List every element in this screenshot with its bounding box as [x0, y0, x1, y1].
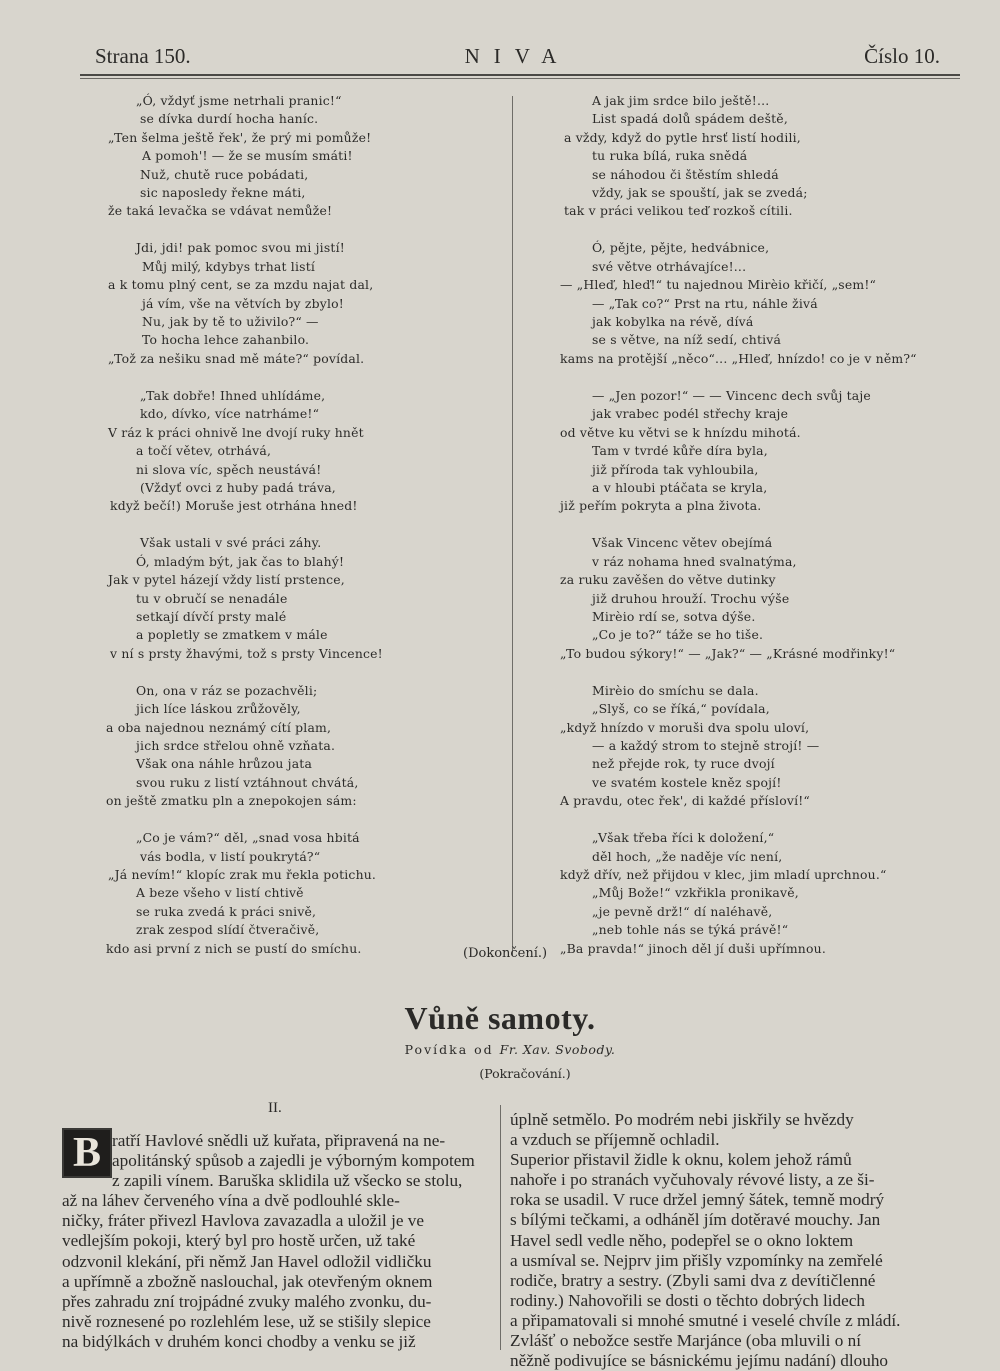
story-line: a připamatovali si mnohé smutné i veselé chvíle z mládí.: [510, 1310, 901, 1330]
poem-stanza: [560, 534, 980, 663]
story-line: nahoře i po stranách vyčuhovaly révové listy, a ze ši-: [510, 1170, 875, 1190]
story-subtitle: [380, 1042, 640, 1057]
poem-line: své větve otrhávajíce!...: [592, 258, 747, 274]
story-line: ratří Havlové snědli už kuřata, připravená na ne-: [112, 1131, 446, 1150]
poem-line: „Tak dobře! Ihned uhlídáme,: [140, 387, 326, 403]
poem-end-note: (Dokončení.): [463, 946, 548, 961]
poem-column-right: [560, 92, 980, 977]
poem-line: se dívka durdí hocha haníc.: [140, 111, 319, 127]
poem-line: A pomoh'! — že se musím smáti!: [142, 148, 353, 164]
poem-line: — „Hleď, hleď!“ tu najednou Mirèio křičí, „sem!“: [560, 277, 877, 293]
poem-stanza: [104, 534, 504, 663]
story-line: apolitánský spůsob a zajedli je výborným kompotem: [112, 1151, 475, 1171]
poem-line: Mirèio rdí se, sotva dýše.: [592, 608, 756, 624]
story-column-left: [62, 1131, 492, 1352]
poem-line: kdo, dívko, více natrháme!“: [140, 406, 320, 422]
page-header: [95, 44, 940, 72]
poem-line: on ještě zmatku pln a znepokojen sám:: [106, 793, 357, 809]
poem-line: než přejde rok, ty ruce dvojí: [592, 756, 775, 772]
poem-stanza: [104, 682, 504, 811]
poem-line: již druhou hrouží. Trochu výše: [592, 590, 790, 606]
poem-line: za ruku zavěšen do větve dutinky: [560, 572, 776, 588]
poem-line: — „Tak co?“ Prst na rtu, náhle živá: [592, 295, 818, 311]
header-rule-thin: [80, 78, 960, 79]
poem-line: Nuž, chutě ruce pobádati,: [140, 166, 309, 182]
issue-number: Číslo 10.: [864, 44, 940, 68]
poem-line: a k tomu plný cent, se za mzdu najat dal,: [108, 277, 374, 293]
poem-line: „neb tohle nás se týká právě!“: [592, 922, 789, 938]
poem-line: Však ustali v své práci záhy.: [140, 535, 322, 551]
dropcap-initial: B: [62, 1128, 112, 1178]
poem-line: tu ruka bílá, ruka snědá: [592, 148, 748, 164]
story-column-divider: [500, 1105, 501, 1350]
poem-stanza: [104, 387, 504, 516]
poem-line: sic naposledy řekne máti,: [140, 185, 306, 201]
poem-line: se s větve, na níž sedí, chtivá: [592, 332, 782, 348]
poem-stanza: [560, 239, 980, 368]
poem-line: v ní s prsty žhavými, tož s prsty Vincence!: [110, 645, 383, 661]
poem-line: zrak zespod slídí čtveračivě,: [136, 922, 320, 938]
poem-column-left: [104, 92, 504, 977]
story-line: odzvonil klekání, při němž Jan Havel odložil vidličku: [62, 1251, 432, 1271]
poem-line: „Co je to?“ táže se ho tiše.: [592, 627, 764, 643]
story-line: ničky, fráter přivezl Havlova zavazadla a uložil je ve: [62, 1211, 425, 1231]
poem-line: „To budou sýkory!“ — „Jak?“ — „Krásné modřinky!“: [560, 645, 896, 661]
poem-line: již příroda tak vyhloubila,: [592, 461, 759, 477]
poem-line: děl hoch, „že naděje víc není,: [592, 848, 783, 864]
chapter-number: II.: [268, 1100, 282, 1116]
poem-line: „Ten šelma ještě řek', že prý mi pomůže!: [108, 129, 372, 145]
story-line: Zvlášť o nebožce sestře Marjánce (oba mluvili o ní: [510, 1331, 861, 1351]
story-line: a vzduch se příjemně ochladil.: [510, 1130, 720, 1150]
poem-line: se ruka zvedá k práci snivě,: [136, 903, 317, 919]
story-line: a upřímně a zbožně naslouchal, jak otevřeným oknem: [62, 1271, 433, 1291]
poem-line: V ráz k práci ohnivě lne dvojí ruky hnět: [108, 424, 364, 440]
poem-line: Jak v pytel házejí vždy listí prstence,: [108, 572, 345, 588]
story-line: roka se usadil. V ruce držel jemný šátek, temně modrý: [510, 1190, 885, 1210]
poem-line: Však Vincenc větev obejímá: [592, 535, 773, 551]
story-line: a usmíval se. Nejprv jim přišly vzpomínky na zemřelé: [510, 1250, 883, 1270]
story-line: rodiče, bratry a sestry. (Zbyli sami dva z devítičlenné: [510, 1270, 876, 1290]
poem-line: jak vrabec podél střechy kraje: [592, 406, 789, 422]
poem-line: tak v práci velikou teď rozkoš cítili.: [564, 203, 793, 219]
poem-line: „Ba pravda!“ jinoch děl jí duši upřímnou.: [560, 940, 826, 956]
poem-line: Jdi, jdi! pak pomoc svou mi jistí!: [136, 240, 345, 256]
poem-line: To hocha lehce zahanbilo.: [142, 332, 310, 348]
story-line: přes zahradu zní trojpádné zvuky malého zvonku, du-: [62, 1291, 432, 1311]
story-line: vedlejším pokoji, který byl pro hostě určen, už také: [62, 1231, 416, 1251]
poem-line: Ó, mladým být, jak čas to blahý!: [136, 553, 345, 569]
poem-line: — a každý strom to stejně strojí! —: [592, 737, 820, 753]
poem-line: „je pevně drž!“ dí naléhavě,: [592, 903, 773, 919]
poem-line: vás bodla, v listí poukrytá?“: [140, 848, 321, 864]
story-column-right: [510, 1110, 948, 1371]
poem-line: od větve ku větvi se k hnízdu mihotá.: [560, 424, 801, 440]
story-line: rodiny.) Nahovořili se dosti o těchto dobrých lidech: [510, 1290, 865, 1310]
poem-line: „Můj Bože!“ vzkřikla pronikavě,: [592, 885, 799, 901]
poem-line: A pravdu, otec řek', di každé přísloví!“: [560, 793, 810, 809]
poem-line: „Slyš, co se říká,“ povídala,: [592, 701, 770, 717]
poem-line: On, ona v ráz se pozachvěli;: [136, 682, 318, 698]
story-line: úplně setmělo. Po modrém nebi jiskřily se hvězdy: [510, 1110, 854, 1129]
poem-line: Nu, jak by tě to uživilo?“ —: [142, 314, 319, 330]
poem-line: a točí větev, otrhává,: [136, 443, 272, 459]
poem-stanza: [560, 682, 980, 811]
story-line: na bidýlkách v druhém konci chodby a venku se již: [62, 1331, 416, 1351]
poem-line: Tam v tvrdé kůře díra byla,: [592, 443, 768, 459]
poem-line: „Co je vám?“ děl, „snad vosa hbitá: [136, 830, 360, 846]
story-line: s bílými tečkami, a odháněl jím dotěravé mouchy. Jan: [510, 1210, 881, 1230]
poem-line: když dřív, než přijdou v klec, jim mladí uprchnou.“: [560, 867, 887, 882]
poem-line: a oba najednou neznámý cítí plam,: [106, 719, 332, 735]
poem-stanza: [560, 829, 980, 958]
poem-line: jich líce láskou zrůžověly,: [136, 701, 301, 717]
poem-line: v ráz nohama hned svalnatýma,: [592, 553, 797, 569]
poem-line: setkají dívčí prsty malé: [136, 608, 287, 624]
poem-line: ni slova víc, spěch neustává!: [136, 461, 322, 477]
story-continued: (Pokračování.): [479, 1066, 571, 1081]
story-title: Vůně samoty.: [404, 1000, 596, 1036]
header-rule: [80, 74, 960, 76]
poem-stanza: [560, 387, 980, 516]
poem-line: již peřím pokryta a plna života.: [560, 498, 762, 514]
poem-line: se náhodou či štěstím shledá: [592, 166, 779, 182]
poem-line: „Ó, vždyť jsme netrhali pranic!“: [136, 93, 342, 108]
story-line: Superior přistavil židle k oknu, kolem jehož rámů: [510, 1150, 852, 1170]
poem-line: ve svatém kostele kněz spojí!: [592, 774, 782, 790]
poem-line: — „Jen pozor!“ — — Vincenc dech svůj taje: [592, 387, 871, 403]
story-line: z zapili vínem. Baruška sklidila už všecko se stolu,: [112, 1171, 463, 1191]
poem-line: že taká levačka se vdávat nemůže!: [108, 203, 333, 219]
poem-line: jich srdce střelou ohně vzňata.: [136, 737, 336, 753]
poem-stanza: [104, 239, 504, 368]
poem-line: a vždy, když do pytle hrsť listí hodili,: [564, 129, 801, 145]
poem-line: List spadá dolů spádem deště,: [592, 111, 788, 127]
poem-line: Mirèio do smíchu se dala.: [592, 682, 759, 698]
poem-line: kams na protější „něco“... „Hleď, hnízdo! co je v něm?“: [560, 350, 917, 366]
magazine-title: NIVA: [464, 44, 571, 68]
poem-line: A jak jim srdce bilo ještě!...: [592, 93, 770, 108]
poem-line: kdo asi první z nich se pustí do smíchu.: [106, 940, 362, 956]
poem-line: a popletly se zmatkem v mále: [136, 627, 328, 643]
poem-line: „Však třeba říci k doložení,“: [592, 830, 775, 846]
story-line: něžně podivujíce se básnickému jejímu nadání) dlouho: [510, 1351, 889, 1371]
poem-line: Můj milý, kdybys trhat listí: [142, 258, 316, 274]
poem-line: a v hloubi ptáčata se kryla,: [592, 479, 768, 495]
poem-line: vždy, jak se spouští, jak se zvedá;: [592, 185, 808, 201]
page-number: Strana 150.: [95, 44, 191, 68]
poem-line: svou ruku z listí vztáhnout chvátá,: [136, 774, 359, 790]
poem-line: „když hnízdo v moruši dva spolu uloví,: [560, 719, 810, 735]
story-line: až na láhev červeného vína a dvě podlouhlé skle-: [62, 1191, 400, 1211]
poem-line: tu v obručí se nenadále: [136, 590, 288, 606]
subtitle-prefix: Povídka od: [404, 1042, 494, 1057]
poem-line: když bečí!) Moruše jest otrhána hned!: [110, 498, 358, 514]
poem-stanza: [104, 829, 504, 958]
story-author: Fr. Xav. Svobody.: [499, 1042, 616, 1057]
poem-line: „Já nevím!“ klopíc zrak mu řekla potichu.: [108, 867, 377, 882]
poem-line: jak kobylka na révě, dívá: [592, 314, 754, 330]
poem-line: „Tož za nešiku snad mě máte?“ povídal.: [108, 350, 365, 366]
story-line: nivě roznesené po rozlehlém lese, už se stišily slepice: [62, 1311, 431, 1331]
poem-stanza: [104, 92, 504, 221]
poem-stanza: [560, 92, 980, 221]
story-line: Havel sedl vedle něho, podepřel se o okno loktem: [510, 1230, 854, 1250]
poem-line: A beze všeho v listí chtivě: [136, 885, 304, 901]
poem-line: (Vždyť ovci z huby padá tráva,: [140, 479, 336, 495]
column-divider: [512, 96, 513, 956]
poem-line: já vím, vše na větvích by zbylo!: [142, 295, 344, 311]
poem-line: Však ona náhle hrůzou jata: [136, 756, 313, 772]
poem-line: Ó, pějte, pějte, hedvábnice,: [592, 240, 770, 256]
